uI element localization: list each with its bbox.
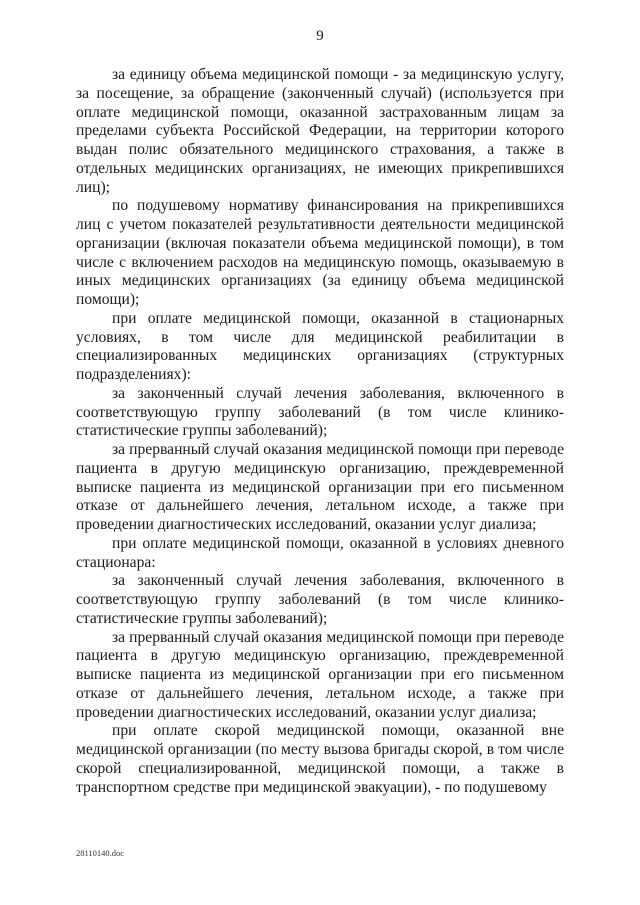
footer-file-name: 28110140.doc [76, 848, 125, 858]
paragraph-inpatient-completed-case: за законченный случай лечения заболевания, включенного в соответствующую группу заболеваний (в том числе клинико-статистические группы заболеваний); [76, 384, 564, 440]
paragraph-inpatient-interrupted-case: за прерванный случай оказания медицинской помощи при переводе пациента в другую медицинскую организацию, преждевременной выписке пациента из медицинской организации при его письменном отказе от дальнейшего лечения, летальном исходе, а также при проведении диагностических исследований, оказании услуг диализа; [76, 441, 564, 533]
paragraph-per-unit-volume: за единицу объема медицинской помощи - за медицинскую услугу, за посещение, за обращение (законченный случай) (используется при оплате медицинской помощи, оказанной застрахованным лицам за пределами субъекта Российской Федерации, на территории которого выдан полис обязательного медицинского страхования, а также в отдельных медицинских организациях, не имеющих прикрепившихся лиц); [76, 66, 564, 196]
paragraph-day-hospital-completed-case: за законченный случай лечения заболевания, включенного в соответствующую группу заболеваний (в том числе клинико-статистические группы заболеваний); [76, 572, 564, 627]
paragraph-day-hospital-payment: при оплате медицинской помощи, оказанной в условиях дневного стационара: [76, 534, 564, 571]
paragraph-emergency-care-payment: при оплате скорой медицинской помощи, оказанной вне медицинской организации (по месту вызова бригады скорой, в том числе скорой специализированной, медицинской помощи, а также в транспортном средстве при медицинской эвакуации), - по подушевому [76, 722, 564, 796]
paragraph-inpatient-payment: при оплате медицинской помощи, оказанной в стационарных условиях, в том числе для медицинской реабилитации в специализированных медицинских организациях (структурных подразделениях): [76, 309, 564, 383]
document-body [76, 66, 564, 797]
paragraph-per-capita-standard: по подушевому нормативу финансирования на прикрепившихся лиц с учетом показателей результативности деятельности медицинской организации (включая показатели объема медицинской помощи), в том числе с включением расходов на медицинскую помощь, оказываемую в иных медицинских организациях (за единицу объема медицинской помощи); [76, 197, 564, 308]
page-number: 9 [316, 28, 324, 44]
paragraph-day-hospital-interrupted-case: за прерванный случай оказания медицинской помощи при переводе пациента в другую медицинскую организацию, преждевременной выписке пациента из медицинской организации при его письменном отказе от дальнейшего лечения, летальном исходе, а также при проведении диагностических исследований, оказании услуг диализа; [76, 628, 564, 721]
